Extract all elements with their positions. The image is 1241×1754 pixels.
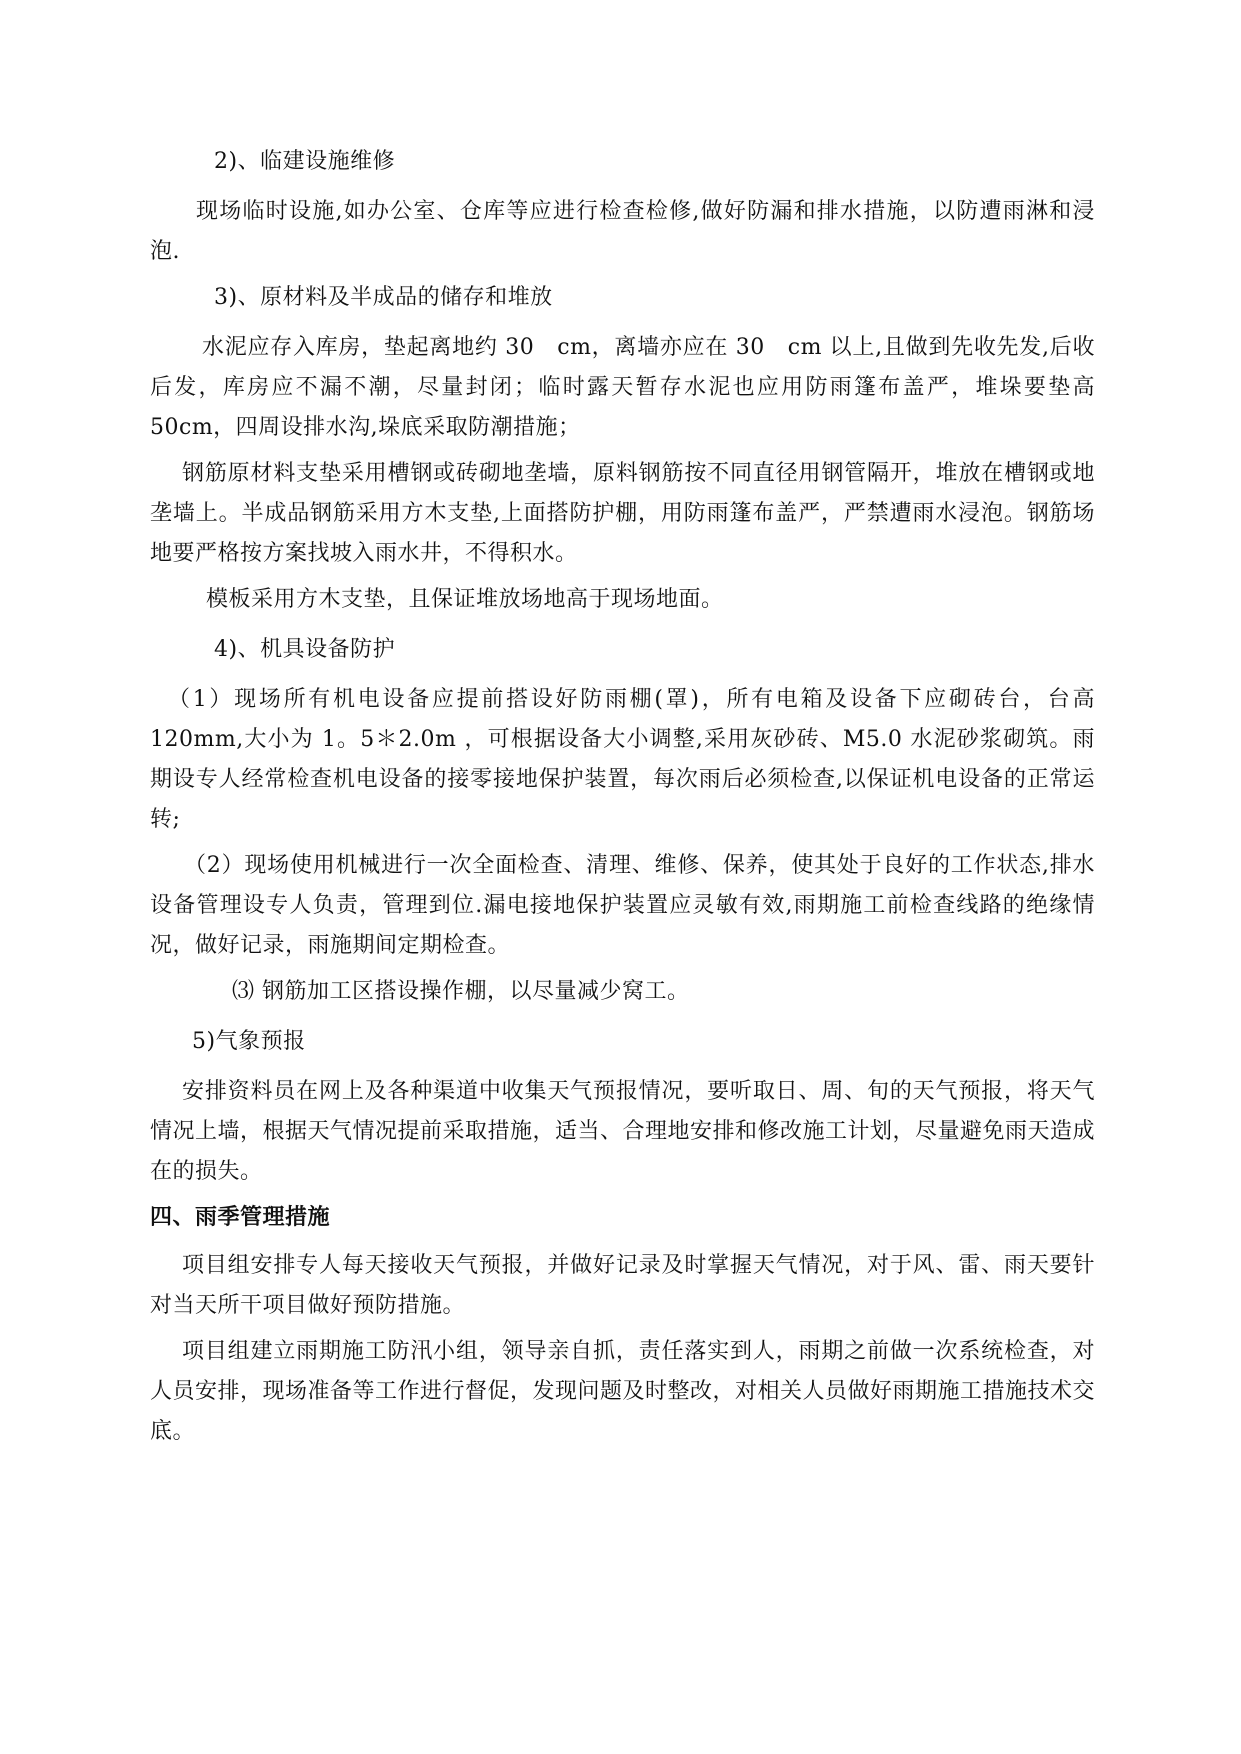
document-body	[150, 142, 1095, 1458]
subheading-weather-forecast: 5)气象预报	[192, 1029, 306, 1054]
paragraph-equipment-item-2: （2）现场使用机械进行一次全面检查、清理、维修、保养，使其处于良好的工作状态,排水设备管理设专人负责，管理到位.漏电接地保护装置应灵敏有效,雨期施工前检查线路的绝缘情况，做好记录，雨施期间定期检查。	[150, 853, 1095, 958]
paragraph-rebar-storage: 钢筋原材料支垫采用槽钢或砖砌地垄墙，原料钢筋按不同直径用钢管隔开，堆放在槽钢或地垄墙上。半成品钢筋采用方木支垫,上面搭防护棚，用防雨篷布盖严，严禁遭雨水浸泡。钢筋场地要严格按方案找坡入雨水井，不得积水。	[150, 461, 1095, 566]
paragraph-cement-storage: 水泥应存入库房，垫起离地约 30 cm，离墙亦应在 30 cm 以上,且做到先收先发,后收后发，库房应不漏不潮，尽量封闭；临时露天暂存水泥也应用防雨篷布盖严，堆垛要垫高 50cm，四周设排水沟,垛底采取防潮措施；	[150, 335, 1095, 440]
paragraph-weather-forecast: 安排资料员在网上及各种渠道中收集天气预报情况，要听取日、周、旬的天气预报，将天气情况上墙，根据天气情况提前采取措施，适当、合理地安排和修改施工计划，尽量避免雨天造成在的损失。	[150, 1079, 1096, 1184]
paragraph-formwork-storage: 模板采用方木支垫，且保证堆放场地高于现场地面。	[206, 587, 724, 612]
paragraph-equipment-item-3: ⑶ 钢筋加工区搭设操作棚，以尽量减少窝工。	[232, 979, 690, 1004]
paragraph-daily-forecast: 项目组安排专人每天接收天气预报，并做好记录及时掌握天气情况，对于风、雷、雨天要针对当天所干项目做好预防措施。	[150, 1253, 1095, 1318]
subheading-equipment-protection: 4)、机具设备防护	[214, 637, 396, 662]
paragraph-flood-control-team: 项目组建立雨期施工防汛小组，领导亲自抓，责任落实到人，雨期之前做一次系统检查，对人员安排，现场准备等工作进行督促，发现问题及时整改，对相关人员做好雨期施工措施技术交底。	[150, 1339, 1096, 1444]
section-heading-rainy-season-management: 四、雨季管理措施	[150, 1205, 331, 1230]
subheading-material-storage: 3)、原材料及半成品的储存和堆放	[214, 285, 553, 310]
paragraph-temporary-facilities: 现场临时设施,如办公室、仓库等应进行检查检修,做好防漏和排水措施，以防遭雨淋和浸泡.	[150, 199, 1095, 264]
paragraph-equipment-item-1: （1）现场所有机电设备应提前搭设好防雨棚(罩)，所有电箱及设备下应砌砖台，台高 120mm,大小为 1。5＊2.0m ，可根据设备大小调整,采用灰砂砖、M5.0 水泥砂浆砌筑。雨期设专人经常检查机电设备的接零接地保护装置，每次雨后必须检查,以保证机电设备的正常运转;	[150, 687, 1095, 832]
subheading-temporary-facilities: 2)、临建设施维修	[214, 149, 396, 174]
